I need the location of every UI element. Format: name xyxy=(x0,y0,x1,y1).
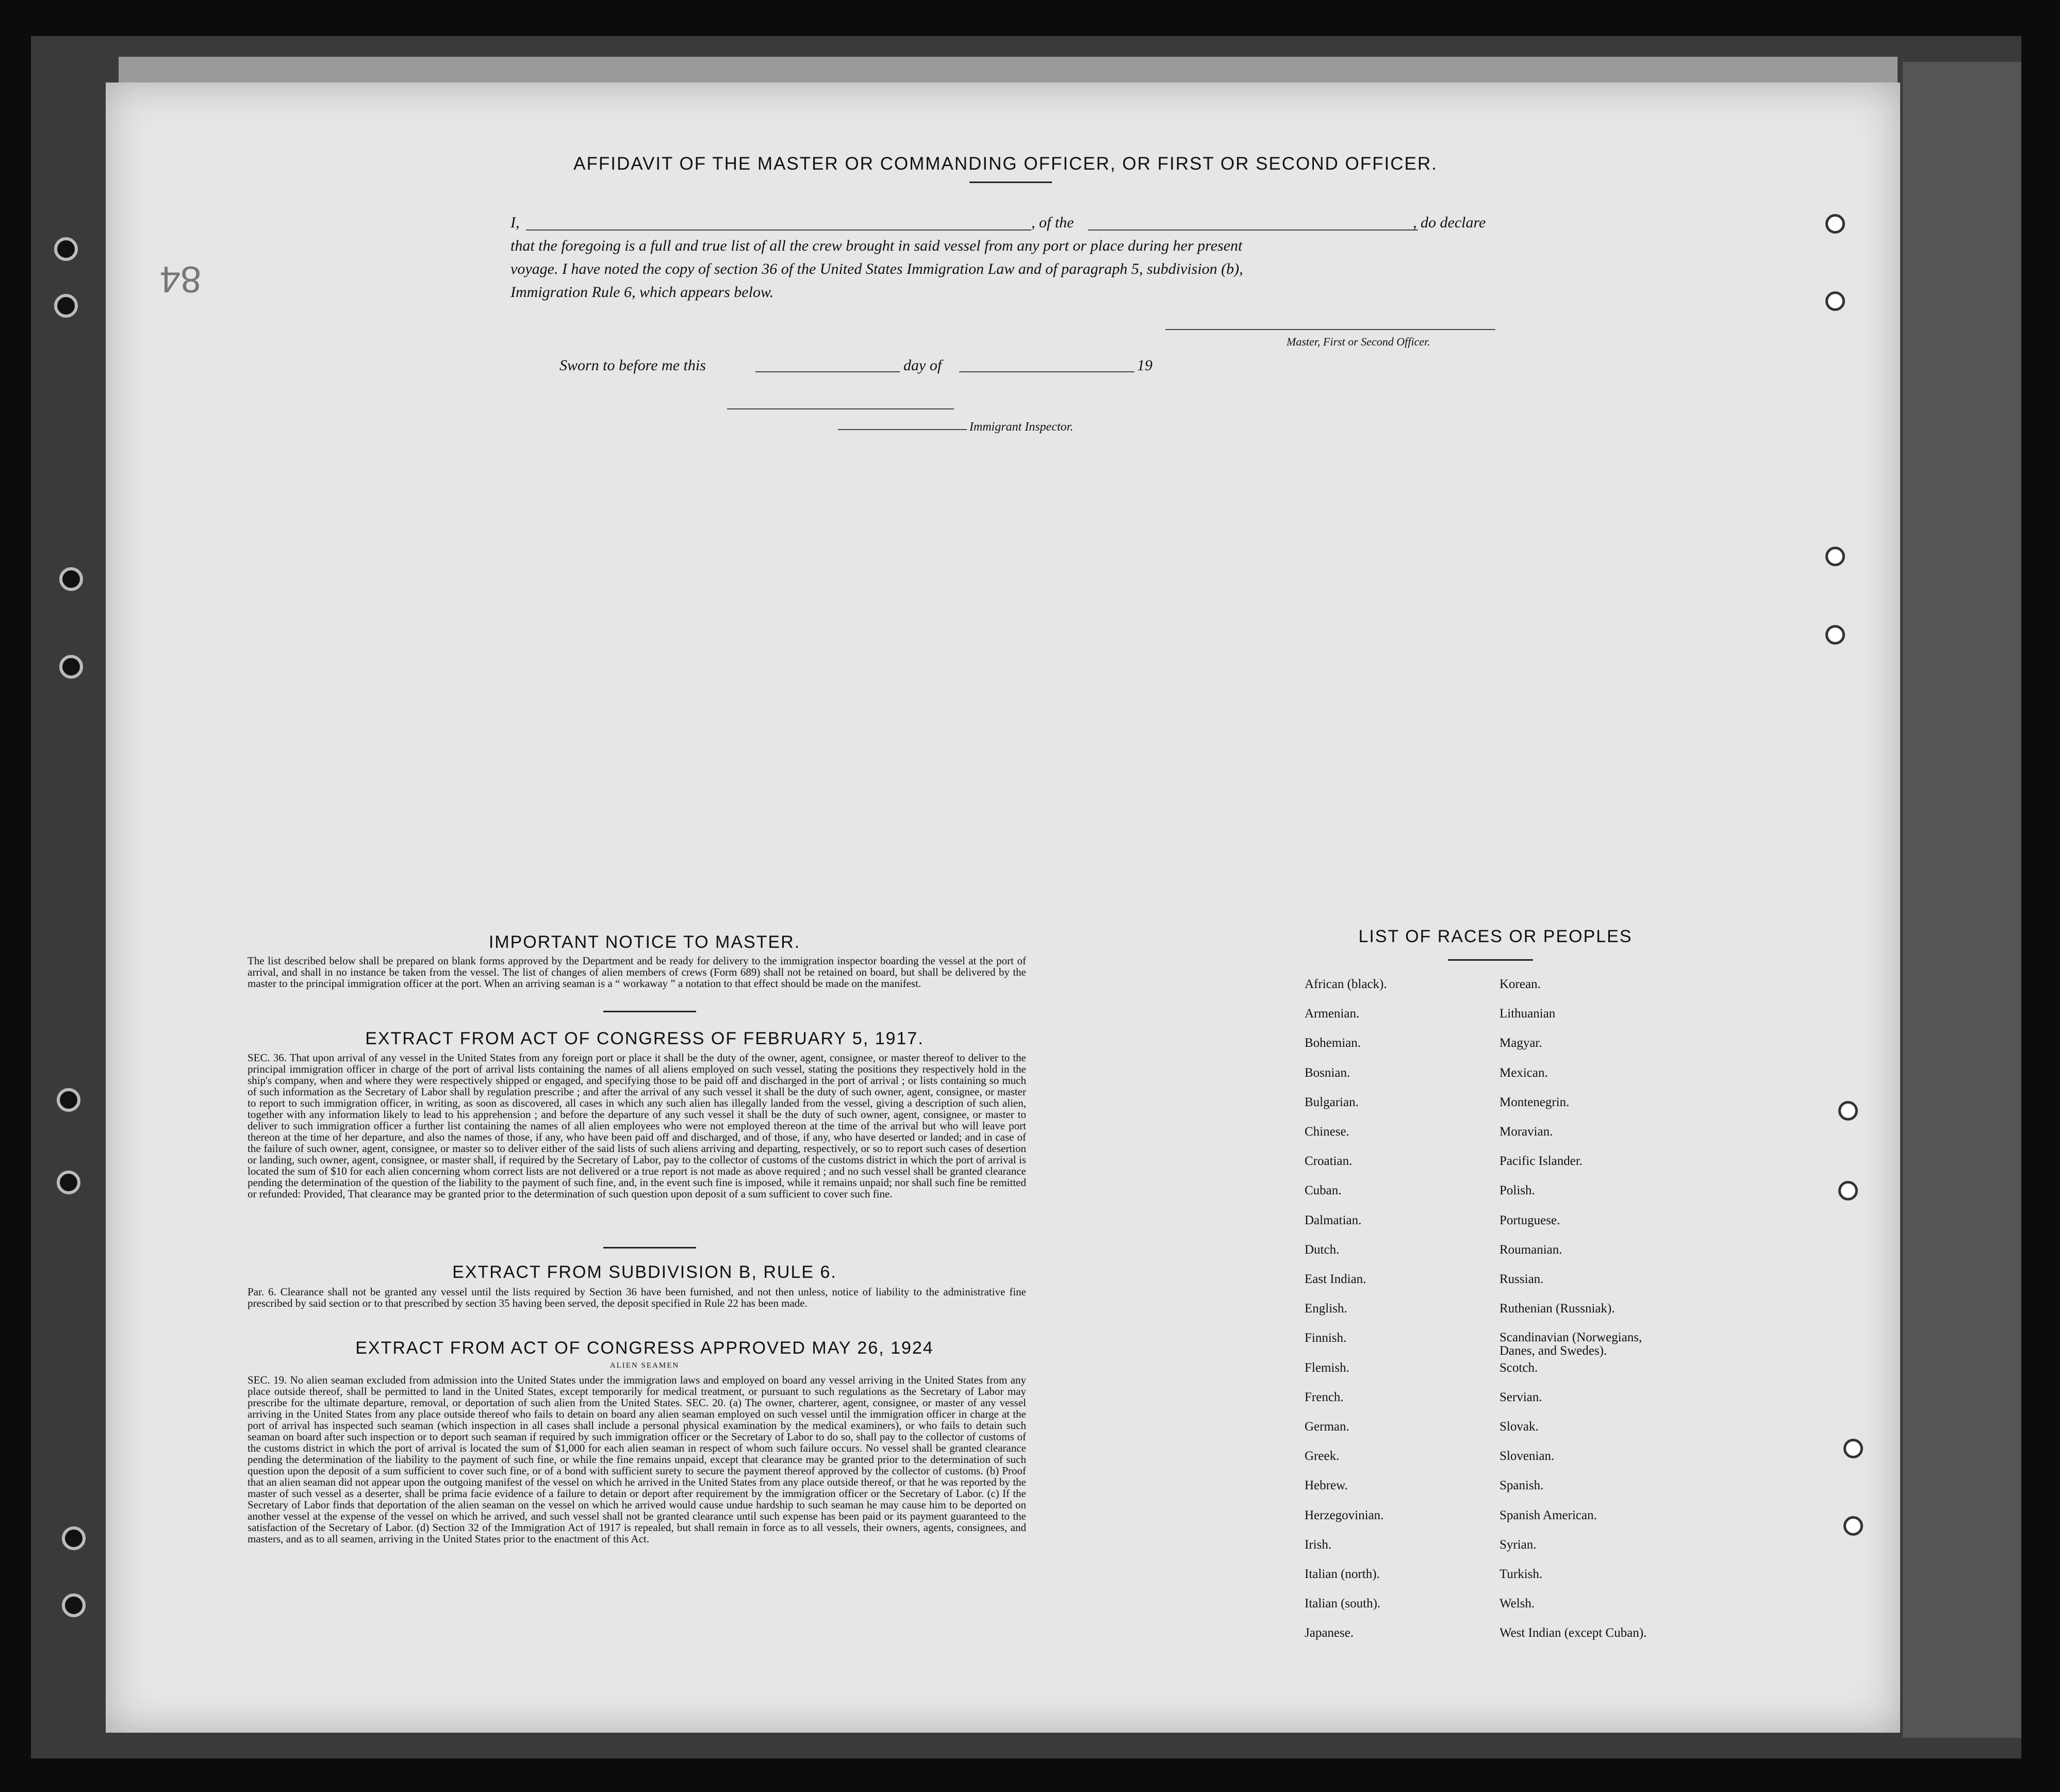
extract-rule6-title: EXTRACT FROM SUBDIVISION B, RULE 6. xyxy=(452,1262,837,1282)
race-entry: French. xyxy=(1305,1390,1344,1404)
race-entry: Japanese. xyxy=(1305,1626,1354,1640)
affidavit-title: AFFIDAVIT OF THE MASTER OR COMMANDING OFFICER, OR FIRST OR SECOND OFFICER. xyxy=(573,154,1438,174)
punch-hole-icon xyxy=(1825,547,1845,566)
punch-hole-icon xyxy=(1843,1516,1863,1536)
race-entry: Welsh. xyxy=(1499,1597,1535,1611)
race-entry: Bohemian. xyxy=(1305,1036,1361,1050)
inspector-name-blank[interactable] xyxy=(838,429,967,430)
affidavit-line2: that the foregoing is a full and true list of all the crew brought in said vessel from any port or place during her present xyxy=(510,237,1243,254)
race-entry: Slovenian. xyxy=(1499,1449,1555,1464)
race-entry: Italian (north). xyxy=(1305,1567,1380,1581)
race-entry: Russian. xyxy=(1499,1272,1544,1286)
binder-hole-icon xyxy=(57,1171,80,1194)
race-entry: Croatian. xyxy=(1305,1154,1353,1169)
extract-1917-text: SEC. 36. That upon arrival of any vessel in the United States from any foreign port or place it shall be the duty of the owner, agent, consignee, or master thereof to deliver to the principal immigration officer in charge of the port of arrival lists containing the names of all aliens employed on such vessel, stating the positions they respectively hold in the ship's company, when and where they were respectively shipped or engaged, and specifying those to be paid off and discharged in the port of arrival ; or lists containing so much of such information as the Secretary of Labor shall by regulation prescribe ; and after the arrival of any such vessel it shall be the duty of such owner, agent, consignee, or master to report to such immigration officer, in writing, as soon as discovered, all cases in which any such alien has illegally landed from the vessel, giving a description of such alien, together with any information likely to lead to his apprehension ; and before the departure of any such vessel it shall be the duty of such owner, agent, consignee, or master to deliver to such immigration officer a further list containing the names of all alien employees who were not employed thereon at the time of the arrival but who will leave port thereon at the time of her departure, and also the names of those, if any, who have been paid off and discharged, and of those, if any, who have deserted or landed; and in case of the failure of such owner, agent, consignee, or master so to deliver either of the said lists of such aliens arriving and departing, respectively, or so to report such cases of desertion or landing, such owner, agent, consignee, or master shall, if required by the Secretary of Labor, pay to the collector of customs of the customs district in which the port of arrival is located the sum of $10 for each alien concerning whom correct lists are not delivered or a true report is not made as above required ; and no such vessel shall be granted clearance pending the determination of the question of the liability to the payment of such fine, and, in the event such fine is imposed, while it remains unpaid; nor shall such fine be remitted or refunded: Provided, That clearance may be granted prior to the determination of such question upon deposit of a sum sufficient to cover such fine. xyxy=(248,1051,1026,1200)
race-entry: Syrian. xyxy=(1499,1537,1537,1552)
punch-hole-icon xyxy=(1825,214,1845,234)
punch-hole-icon xyxy=(1843,1439,1863,1458)
race-entry: English. xyxy=(1305,1302,1347,1316)
race-entry: Spanish. xyxy=(1499,1478,1544,1493)
punch-hole-icon xyxy=(1825,625,1845,645)
race-entry: Magyar. xyxy=(1499,1036,1542,1050)
race-entry: Dalmatian. xyxy=(1305,1213,1362,1227)
race-entry: West Indian (except Cuban). xyxy=(1499,1626,1647,1640)
race-entry: Dutch. xyxy=(1305,1242,1340,1257)
page-stack-edge xyxy=(1903,62,2021,1738)
race-entry: East Indian. xyxy=(1305,1272,1366,1286)
race-entry: Chinese. xyxy=(1305,1125,1349,1139)
races-rule xyxy=(1448,959,1533,961)
affidavit-line1-end: , do declare xyxy=(1413,214,1486,231)
affidavit-line3: voyage. I have noted the copy of section 36 of the United States Immigration Law and of paragraph 5, subdivision (b), xyxy=(510,260,1243,277)
race-entry: Montenegrin. xyxy=(1499,1095,1570,1109)
race-entry: Scotch. xyxy=(1499,1360,1538,1375)
race-entry: Korean. xyxy=(1499,977,1541,991)
race-entry: Pacific Islander. xyxy=(1499,1154,1583,1169)
margin-page-number: 84 xyxy=(160,258,202,300)
inspector-signature-blank[interactable] xyxy=(727,408,954,409)
race-entry: Mexican. xyxy=(1499,1065,1548,1080)
notice-title: IMPORTANT NOTICE TO MASTER. xyxy=(488,932,801,952)
race-entry: Hebrew. xyxy=(1305,1478,1348,1493)
race-entry: Slovak. xyxy=(1499,1420,1539,1434)
extract-1917-rule xyxy=(603,1247,696,1248)
signature-blank[interactable] xyxy=(1165,329,1495,330)
binder-hole-icon xyxy=(57,1088,80,1112)
affidavit-line1-start: I, xyxy=(510,214,520,231)
race-entry: Servian. xyxy=(1499,1390,1542,1404)
race-entry: Polish. xyxy=(1499,1183,1535,1198)
race-entry: Ruthenian (Russniak). xyxy=(1499,1302,1615,1316)
race-entry: Portuguese. xyxy=(1499,1213,1560,1227)
binder-hole-icon xyxy=(54,294,78,318)
binder-hole-icon xyxy=(54,237,78,261)
sworn-text: Sworn to before me this xyxy=(559,357,706,374)
signature-caption: Master, First or Second Officer. xyxy=(1287,335,1430,348)
race-entry: Italian (south). xyxy=(1305,1597,1381,1611)
race-entry: German. xyxy=(1305,1420,1349,1434)
punch-hole-icon xyxy=(1825,291,1845,311)
notice-rule xyxy=(603,1011,696,1012)
notice-text: The list described below shall be prepared on blank forms approved by the Department and be ready for delivery to the immigration inspector boarding the vessel at the port of arrival, and shall in no instance be taken from the vessel. The list of changes of alien members of crews (Form 689) shall not be retained on board, but shall be delivered by the master to the principal immigration officer at the port. When an arriving seaman is a “ workaway ” a notation to that effect should be made on the manifest. xyxy=(248,955,1026,990)
race-entry: Turkish. xyxy=(1499,1567,1543,1581)
race-entry: Greek. xyxy=(1305,1449,1340,1464)
extract-1924-title: EXTRACT FROM ACT OF CONGRESS APPROVED MAY 26, 1924 xyxy=(355,1338,934,1358)
race-entry: Cuban. xyxy=(1305,1183,1342,1198)
race-entry: African (black). xyxy=(1305,977,1387,991)
affidavit-title-rule xyxy=(969,182,1052,183)
master-name-blank[interactable] xyxy=(526,229,1031,231)
affidavit-line1-mid: , of the xyxy=(1031,214,1074,231)
binder-hole-icon xyxy=(59,655,83,679)
race-entry: Irish. xyxy=(1305,1537,1332,1552)
races-title: LIST OF RACES OR PEOPLES xyxy=(1358,927,1633,946)
vessel-name-blank[interactable] xyxy=(1088,229,1418,231)
binder-hole-icon xyxy=(62,1526,86,1550)
race-entry: Herzegovinian. xyxy=(1305,1508,1384,1522)
race-entry: Finnish. xyxy=(1305,1331,1347,1345)
binder-hole-icon xyxy=(62,1593,86,1617)
race-entry: Scandinavian (Norwegians, Danes, and Swedes). xyxy=(1499,1330,1642,1358)
binder-hole-icon xyxy=(59,567,83,591)
race-entry: Spanish American. xyxy=(1499,1508,1597,1522)
extract-rule6-text: Par. 6. Clearance shall not be granted any vessel until the lists required by Section 36 have been furnished, and not then unless, notice of liability to the administrative fine prescribed by said section or to that prescribed by section 35 having been served, the deposit specified in Rule 22 has been made. xyxy=(248,1286,1026,1309)
sworn-year: 19 xyxy=(1137,357,1152,374)
race-entry: Flemish. xyxy=(1305,1360,1349,1375)
inspector-caption: Immigrant Inspector. xyxy=(969,420,1074,434)
sworn-day-of: day of xyxy=(903,357,942,374)
extract-1917-title: EXTRACT FROM ACT OF CONGRESS OF FEBRUARY 5, 1917. xyxy=(365,1029,924,1048)
affidavit-line4: Immigration Rule 6, which appears below. xyxy=(510,284,774,301)
race-entry: Bulgarian. xyxy=(1305,1095,1359,1109)
race-entry: Moravian. xyxy=(1499,1125,1553,1139)
sworn-month-blank[interactable] xyxy=(959,371,1134,372)
punch-hole-icon xyxy=(1838,1181,1858,1201)
extract-1924-subtitle: ALIEN SEAMEN xyxy=(609,1361,680,1370)
race-entry: Roumanian. xyxy=(1499,1242,1562,1257)
race-entry: Lithuanian xyxy=(1499,1007,1556,1021)
punch-hole-icon xyxy=(1838,1101,1858,1121)
race-entry: Bosnian. xyxy=(1305,1065,1350,1080)
extract-1924-text: SEC. 19. No alien seaman excluded from admission into the United States under the immigration laws and employed on board any vessel arriving in the United States from any place outside thereof, shall be permitted to land in the United States, except temporarily for medical treatment, or pursuant to such regulations as the Secretary of Labor may prescribe for the ultimate departure, removal, or deportation of such alien from the United States. SEC. 20. (a) The owner, charterer, agent, consignee, or master of any vessel arriving in the United States from any place outside thereof who fails to detain on board any alien seaman employed on such vessel until the immigration officer in charge at the port of arrival has inspected such seaman (which inspection in all cases shall include a personal physical examination by the medical examiners), or who fails to detain such seaman on board after such inspection or to deport such seaman if required by such immigration officer or the Secretary of Labor to do so, shall pay to the collector of customs of the customs district in which the port of arrival is located the sum of $1,000 for each alien seaman in respect of whom such failure occurs. No vessel shall be granted clearance pending the determination of the liability to the payment of such fine, or while the fine remains unpaid, except that clearance may be granted prior to the determination of such question upon the deposit of a sum sufficient to cover such fine, or of a bond with sufficient surety to secure the payment thereof approved by the collector of customs. (b) Proof that an alien seaman did not appear upon the outgoing manifest of the vessel on which he arrived in the United States from any place outside thereof, or that he was reported by the master of such vessel as a deserter, shall be prima facie evidence of a failure to detain or deport after requirement by the immigration officer or the Secretary of Labor. (c) If the Secretary of Labor finds that deportation of the alien seaman on the vessel on which he arrived would cause undue hardship to such seaman he may cause him to be deported on another vessel at the expense of the vessel on which he arrived, and such vessel shall not be granted clearance until such expense has been paid or its payment guaranteed to the satisfaction of the Secretary of Labor. (d) Section 32 of the Immigration Act of 1917 is repealed, but shall remain in force as to all vessels, their owners, agents, consignees, and masters, and as to all seamen, arriving in the United States prior to the enactment of this Act. xyxy=(248,1374,1026,1545)
sworn-day-blank[interactable] xyxy=(755,371,900,372)
race-entry: Armenian. xyxy=(1305,1007,1360,1021)
